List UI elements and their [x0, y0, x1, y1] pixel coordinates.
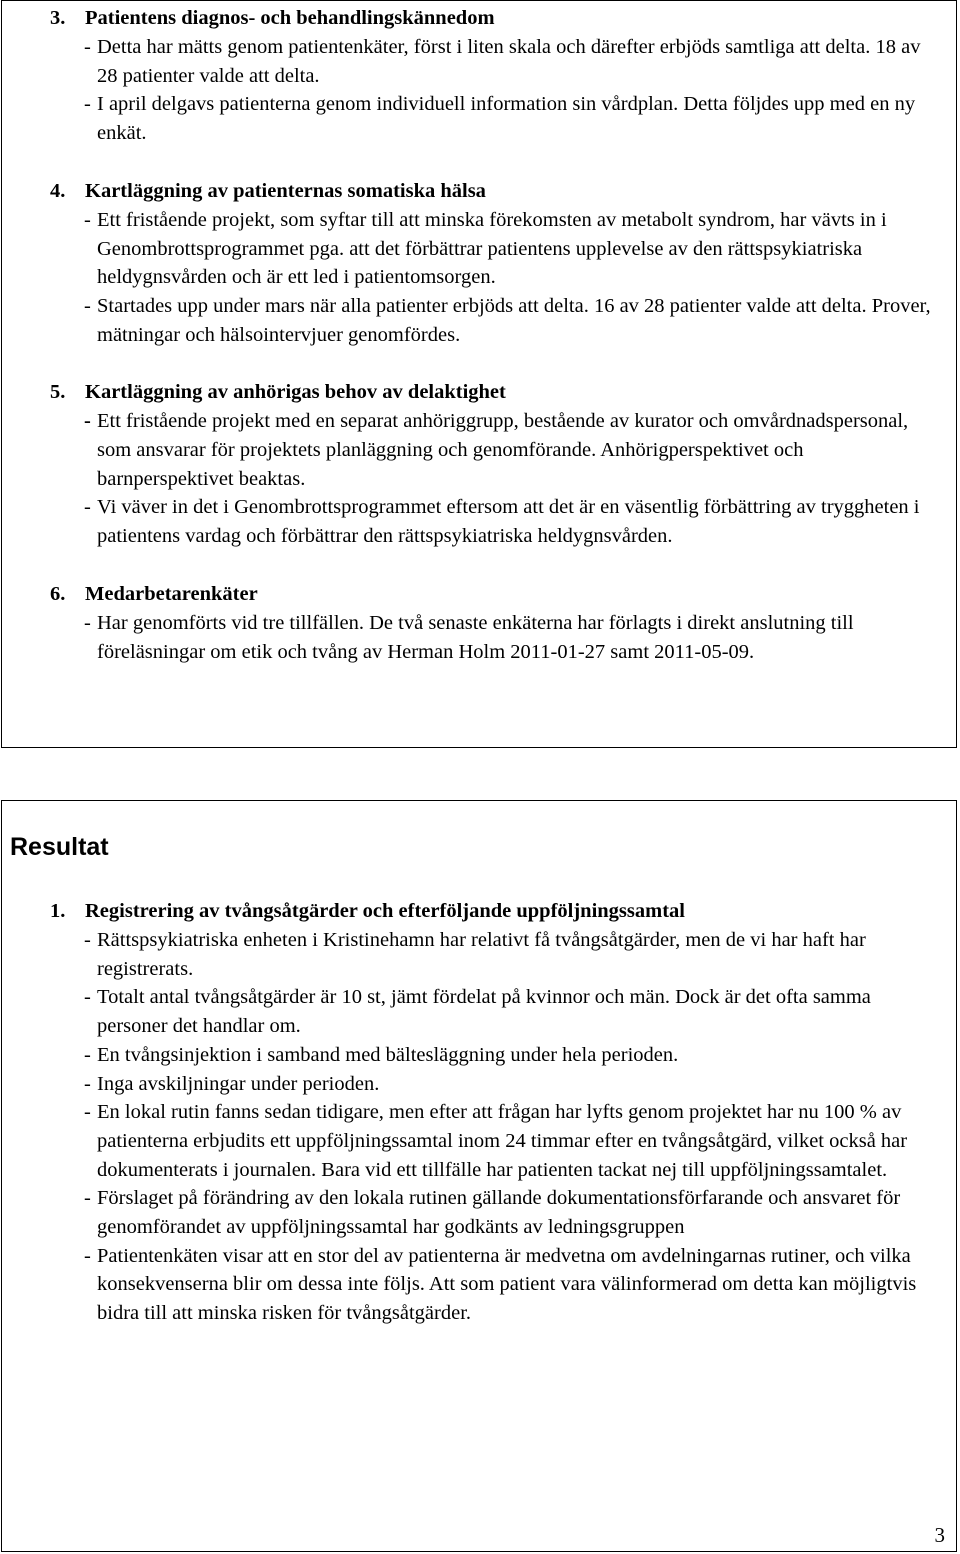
- bullet-dash: -: [84, 986, 91, 1009]
- bullet-text: Ett fristående projekt, som syftar till att minska förekomsten av metabolt syndrom, har vävts in i Genombrottsprogrammet pga. att det förbättrar patientens upplevelse av den rättspsykiatriska heldygnsvården och är ett led i patientomsorgen.: [97, 208, 887, 289]
- bullet-item: [2, 983, 956, 1040]
- bullet-text: Rättspsykiatriska enheten i Kristinehamn har relativt få tvångsåtgärder, men de vi har haft har registrerats.: [97, 929, 866, 980]
- bullet-item: [2, 1184, 956, 1241]
- bullet-text: En tvångsinjektion i samband med bältesläggning under hela perioden.: [97, 1043, 679, 1066]
- bullet-dash: -: [84, 93, 91, 116]
- bullet-dash: -: [84, 1043, 91, 1066]
- section-4: [2, 177, 956, 350]
- bullet-dash: -: [84, 496, 91, 519]
- results-content: [2, 831, 956, 1328]
- section-5: [2, 378, 956, 551]
- section-number: 4.: [50, 179, 66, 202]
- bullet-text: Detta har mätts genom patientenkäter, först i liten skala och därefter erbjöds samtliga att delta. 18 av 28 patienter valde att delta.: [97, 36, 921, 87]
- section-title: Patientens diagnos- och behandlingskännedom: [85, 7, 495, 29]
- bullet-item: [2, 1098, 956, 1184]
- bullet-item: [2, 90, 956, 147]
- bullet-dash: -: [84, 1244, 91, 1267]
- bullet-item: [2, 926, 956, 983]
- bullet-text: Ett fristående projekt med en separat anhöriggrupp, bestående av kurator och omvårdnadspersonal, som ansvarar för projektets planläggning och genomförande. Anhörigperspektivet och barnperspektivet beaktas.: [97, 410, 909, 490]
- section-3: [2, 4, 956, 148]
- bullet-text: Vi väver in det i Genombrottsprogrammet eftersom att det är en väsentlig förbättring av tryggheten i patientens vardag och förbättrar den rättspsykiatriska heldygnsvården.: [97, 496, 920, 548]
- section-spacer: [2, 551, 956, 580]
- top-section-content: [2, 4, 956, 666]
- bullet-text: Totalt antal tvångsåtgärder är 10 st, jämt fördelat på kvinnor och män. Dock är det ofta samma personer det handlar om.: [97, 986, 871, 1038]
- top-section-box: [1, 0, 957, 748]
- bullet-text: Har genomförts vid tre tillfällen. De två senaste enkäterna har förlagts i direkt anslutning till föreläsningar om etik och tvång av Herman Holm 2011-01-27 samt 2011-05-09.: [97, 611, 854, 663]
- page-number: 3: [934, 1523, 945, 1547]
- section-number: 6.: [50, 582, 66, 605]
- bullet-dash: -: [84, 1187, 91, 1210]
- section-title: Medarbetarenkäter: [85, 582, 258, 605]
- bullet-item: [2, 493, 956, 550]
- section-number: 1.: [50, 900, 66, 922]
- bullet-dash: -: [84, 611, 91, 634]
- bullet-item: [2, 407, 956, 493]
- bullet-item: [2, 609, 956, 666]
- section-number: 3.: [50, 7, 66, 29]
- bullet-text: Förslaget på förändring av den lokala rutinen gällande dokumentationsförfarande och ansvaret för genomförandet av uppföljningssamtal har godkänts av ledningsgruppen: [97, 1187, 901, 1239]
- bullet-text: I april delgavs patienterna genom individuell information sin vårdplan. Detta följdes upp med en ny enkät.: [97, 93, 916, 145]
- section-heading: [2, 177, 956, 206]
- section-title: Kartläggning av anhörigas behov av delaktighet: [85, 381, 506, 404]
- section-title: Registrering av tvångsåtgärder och efterföljande uppföljningssamtal: [85, 900, 685, 922]
- section-heading: [2, 378, 956, 407]
- results-heading: Resultat: [10, 833, 109, 861]
- bullet-item: [2, 1041, 956, 1070]
- section-spacer: [2, 148, 956, 177]
- bullet-dash: -: [84, 1072, 91, 1095]
- bullet-text: Startades upp under mars när alla patienter erbjöds att delta. 16 av 28 patienter valde att delta. Prover, mätningar och hälsointervjuer genomfördes.: [97, 294, 931, 346]
- bullet-item: [2, 292, 956, 349]
- bullet-item: [2, 206, 956, 292]
- section-heading: [2, 897, 956, 926]
- bullet-dash: -: [84, 294, 91, 317]
- results-section-1: [2, 897, 956, 1328]
- bullet-text: Patientenkäten visar att en stor del av patienterna är medvetna om avdelningarnas rutiner, och vilka konsekvenserna blir om dessa inte följs. Att som patient vara välinformerad om detta kan möjligtvis bidra till att minska risken för tvångsåtgärder.: [97, 1244, 917, 1325]
- bullet-text: Inga avskiljningar under perioden.: [97, 1072, 380, 1095]
- section-heading: [2, 4, 956, 33]
- bullet-dash: -: [84, 208, 91, 231]
- bullet-item: [2, 1242, 956, 1328]
- bullet-item: [2, 33, 956, 90]
- bullet-dash: -: [84, 1101, 91, 1124]
- section-heading: [2, 580, 956, 609]
- section-number: 5.: [50, 381, 66, 404]
- bullet-dash: -: [84, 36, 91, 58]
- section-spacer: [2, 349, 956, 378]
- bullet-dash: -: [84, 929, 91, 951]
- section-title: Kartläggning av patienternas somatiska hälsa: [85, 179, 486, 202]
- bullet-item: [2, 1070, 956, 1099]
- bullet-text: En lokal rutin fanns sedan tidigare, men efter att frågan har lyfts genom projektet har nu 100 % av patienterna erbjudits ett uppföljningssamtal inom 24 timmar efter en tvångsåtgärd, vilket också har dokumenterats i journalen. Bara vid ett tillfälle har patienten tackat nej till uppföljningssamtalet.: [97, 1101, 908, 1181]
- section-6: [2, 580, 956, 666]
- bullet-dash: -: [84, 410, 91, 433]
- results-box: [1, 800, 957, 1552]
